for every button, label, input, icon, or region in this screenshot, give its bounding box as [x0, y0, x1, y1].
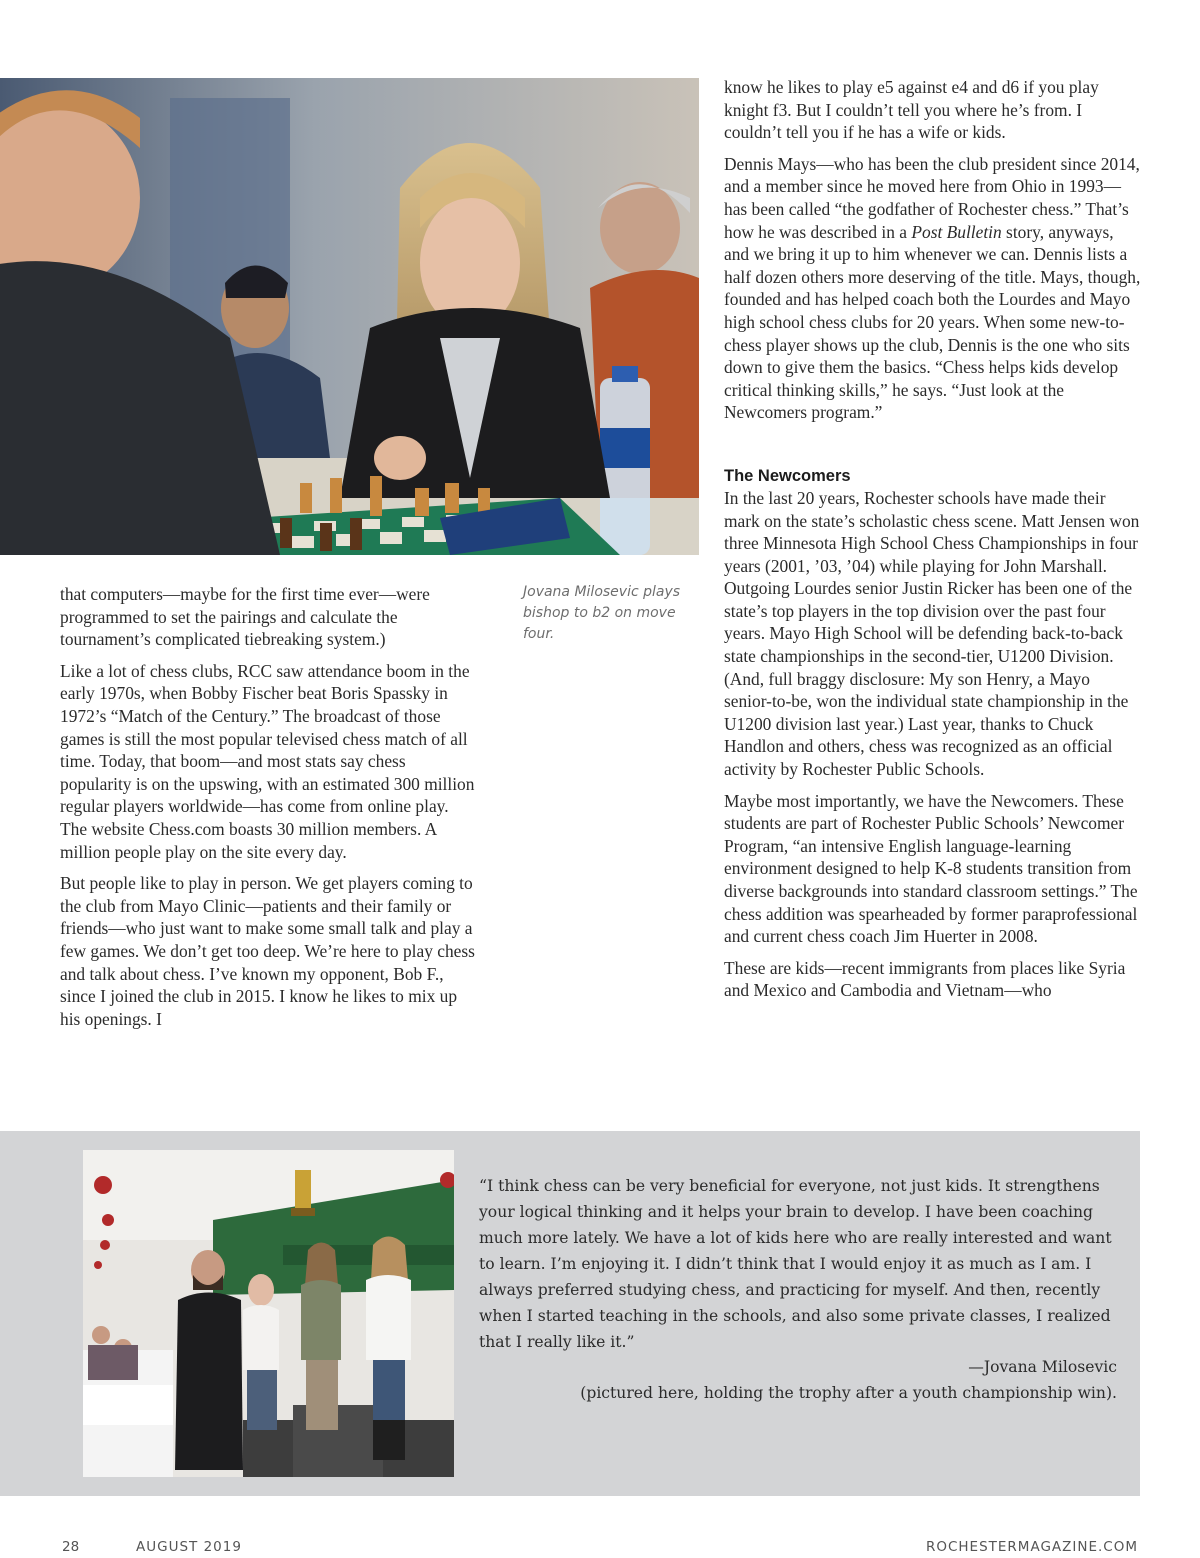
trophy-photo: [83, 1150, 454, 1477]
quote-text: “I think chess can be very beneficial for everyone, not just kids. It strengthens your logical thinking and it helps your brain to develop. I have been coaching much more lately. We have a lot of kids here who are really interested and want to learn. I’m enjoying it. I didn’t think that I would enjoy it as much as I am. I always preferred studying chess, and practicing for myself. And then, recently when I started teaching in the schools, and also some private classes, I realized that I really like it.”: [479, 1177, 1112, 1351]
left-paragraph-3: But people like to play in person. We get players coming to the club from Mayo Clinic—patients and their family or friends—who just want to make some small talk and play a few games. We don’t get too deep. We’re here to play chess and talk about chess. I’ve known my opponent, Bob F., since I joined the club in 2015. I know he likes to mix up his openings. I: [60, 873, 475, 1029]
right-paragraph-2-part-a: Dennis Mays—who has been the club president since 2014, and a member since he moved here from Ohio in 1993—has been called “the godfather of Rochester chess.” That’s how he was described in a: [724, 153, 1140, 242]
right-paragraph-5: These are kids—recent immigrants from places like Syria and Mexico and Cambodia and Vietnam—who: [724, 957, 1126, 1001]
right-paragraph-2-part-b: story, anyways, and we bring it up to him whenever we can. Dennis lists a half dozen others more deserving of the title. Mays, though, founded and has helped coach both the Lourdes and Mayo high school chess clubs for 20 years. When some new-to-chess player shows up the club, Dennis is the one who sits down to give them the basics. “Chess helps kids develop critical thinking skills,” he says. “Just look at the Newcomers program.”: [724, 221, 1141, 423]
pull-quote: [479, 1173, 1119, 1355]
right-paragraph-1: know he likes to play e5 against e4 and d6 if you play knight f3. But I couldn’t tell you where he’s from. I couldn’t tell you if he has a wife or kids.: [724, 77, 1099, 143]
right-paragraph-3: In the last 20 years, Rochester schools have made their mark on the state’s scholastic chess scene. Matt Jensen won three Minnesota High School Chess Championships in four years (2001, ’03, ’04) while playing for John Marshall. Outgoing Lourdes senior Justin Ricker has been one of the state’s top players in the top division over the past four years. Mayo High School will be defending back-to-back state championships in the second-tier, U1200 Division. (And, full braggy disclosure: My son Henry, a Mayo senior-to-be, won the individual state championship in the U1200 division last year.) Last year, thanks to Chuck Handlon and others, chess was recognized as an official activity by Rochester Public Schools.: [724, 487, 1140, 780]
chess-tournament-photo: [0, 78, 699, 555]
publication-name: Post Bulletin: [911, 221, 1002, 242]
website-link[interactable]: ROCHESTERMAGAZINE.COM: [925, 1539, 1138, 1555]
quote-attribution-note: (pictured here, holding the trophy after a youth championship win).: [580, 1384, 1117, 1402]
issue-date: AUGUST 2019: [136, 1539, 242, 1555]
photo-caption: Jovana Milosevic plays bishop to b2 on move four.: [523, 584, 681, 642]
right-paragraph-4: Maybe most importantly, we have the Newcomers. These students are part of Rochester Public Schools’ Newcomer Program, “an intensive English language-learning environment designed to help K-8 students transition from diverse backgrounds into standard classroom settings.” The chess addition was spearheaded by former paraprofessional and current chess coach Jim Huerter in 2008.: [724, 790, 1138, 947]
section-heading: The Newcomers: [724, 466, 851, 485]
page-number: 28: [62, 1539, 80, 1555]
left-paragraph-1: that computers—maybe for the first time ever—were programmed to set the pairings and calculate the tournament’s complicated tiebreaking system.): [60, 584, 430, 650]
right-article-column: [724, 76, 1142, 1011]
right-paragraph-2: [724, 153, 1142, 424]
quote-attribution: —Jovana Milosevic: [968, 1358, 1117, 1376]
left-article-column: [60, 583, 478, 1039]
left-paragraph-2: Like a lot of chess clubs, RCC saw attendance boom in the early 1970s, when Bobby Fischer beat Boris Spassky in 1972’s “Match of the Century.” The broadcast of those games is still the most popular televised chess match of all time. Today, that boom—and most stats say chess popularity is on the upswing, with an estimated 300 million regular players worldwide—has come from online play. The website Chess.com boasts 30 million members. A million people play on the site every day.: [60, 660, 475, 862]
